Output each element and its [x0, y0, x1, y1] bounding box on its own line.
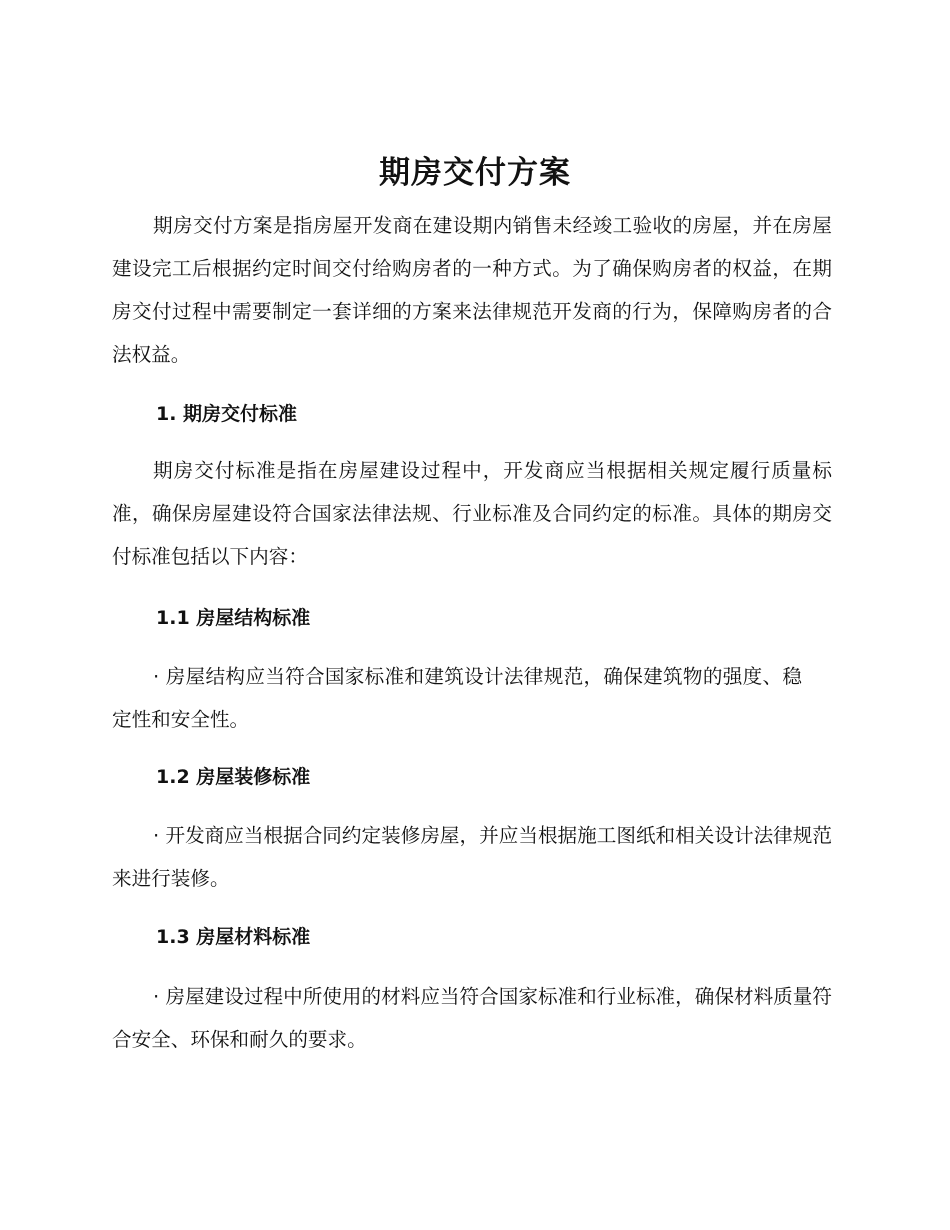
section-1-2-heading: 1.2 房屋装修标准 [156, 766, 311, 788]
section-1-1-paragraph: · 房屋结构应当符合国家标准和建筑设计法律规范，确保建筑物的强度、稳定性和安全性。 [112, 665, 802, 731]
section-1-2-paragraph: · 开发商应当根据合同约定装修房屋，并应当根据施工图纸和相关设计法律规范来进行装修。 [112, 824, 832, 890]
document-title: 期房交付方案 [379, 155, 571, 191]
section-1-3-heading: 1.3 房屋材料标准 [156, 926, 311, 948]
section-1-paragraph: 期房交付标准是指在房屋建设过程中，开发商应当根据相关规定履行质量标准，确保房屋建设符合国家法律法规、行业标准及合同约定的标准。具体的期房交付标准包括以下内容： [112, 459, 832, 568]
section-1-heading: 1. 期房交付标准 [156, 403, 298, 425]
section-1-3-paragraph: · 房屋建设过程中所使用的材料应当符合国家标准和行业标准，确保材料质量符合安全、环保和耐久的要求。 [112, 985, 832, 1051]
section-1-1-heading: 1.1 房屋结构标准 [156, 607, 311, 629]
intro-paragraph: 期房交付方案是指房屋开发商在建设期内销售未经竣工验收的房屋，并在房屋建设完工后根据约定时间交付给购房者的一种方式。为了确保购房者的权益，在期房交付过程中需要制定一套详细的方案来法律规范开发商的行为，保障购房者的合法权益。 [112, 214, 832, 366]
